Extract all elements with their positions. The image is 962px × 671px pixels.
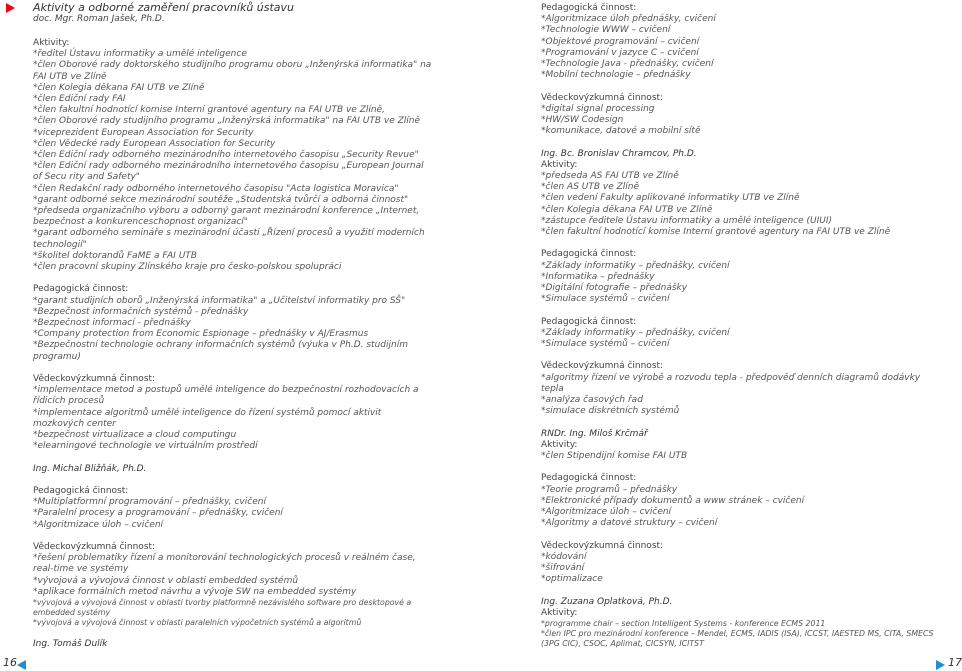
list-item: *člen Stipendijní komise FAI UTB xyxy=(541,451,688,462)
page-number-right: 17 xyxy=(948,656,962,669)
spacer xyxy=(541,462,941,473)
list-item: *člen vedení Fakulty aplikované informatiky UTB ve Zlíně xyxy=(541,193,800,204)
list-item: *Programování v jazyce C – cvičení xyxy=(541,47,699,58)
list-item: *Technologie Java - přednášky, cvičení xyxy=(541,59,714,70)
spacer xyxy=(541,529,941,540)
list-item: *Bezpečnost informací - přednášky xyxy=(33,318,191,329)
list-item: *člen Redakční rady odborného internetového časopisu "Acta logistica Moravica" xyxy=(33,183,399,194)
list-item: *člen Vědecké rady European Association for Security xyxy=(33,138,276,149)
list-item: *člen Ediční rady FAI xyxy=(33,94,126,105)
list-item: *člen Oborové rady doktorského studijního programu oboru „Inženýrská informatika" na FAI UTB ve Zlíně xyxy=(33,60,432,82)
staff-name: Ing. Zuzana Oplatková, Ph.D. xyxy=(541,596,673,607)
list-item: *vývojová a vývojová činnost v oblasti tvorby platformně nezávislého software pro desktopové a embedded systémy xyxy=(33,598,412,618)
list-item: *analýza časových řad xyxy=(541,395,643,406)
previous-page-arrow-icon[interactable] xyxy=(17,660,26,670)
left-column xyxy=(33,38,435,650)
list-item: *Algoritmy a datové struktury – cvičení xyxy=(541,518,718,529)
list-item: *elearningové technologie ve virtuálním prostředí xyxy=(33,441,258,452)
list-item: *Algoritmizace úloh – cvičení xyxy=(33,519,164,530)
list-item: *vývojová a vývojová činnost v oblasti paralelních výpočetních systémů a algoritmů xyxy=(33,618,362,628)
list-item: *garant odborného semináře s mezinárodní účastí „Řízení procesů a využití moderních technologií" xyxy=(33,228,425,250)
section-label: Pedagogická činnost: xyxy=(541,249,637,260)
spacer xyxy=(33,273,435,284)
list-item: *optimalizace xyxy=(541,574,603,585)
list-item: *člen Kolegia děkana FAI UTB ve Zlíně xyxy=(541,204,713,215)
list-item: *člen IPC pro mezinárodní konference – Mendel, ECMS, IADIS (ISA), ICCST, IAESTED MS, CITA, SMECS (3PG CIC), CSOC, Aplimat, CICSYN, ICITST xyxy=(541,629,934,649)
list-item: *člen fakultní hodnotící komise Interní grantové agentury na FAI UTB ve Zlíně, xyxy=(33,105,385,116)
spacer xyxy=(541,238,941,249)
list-item: *komunikace, datové a mobilní sítě xyxy=(541,126,701,137)
list-item: *Bezpečnost informačních systémů - přednášky xyxy=(33,306,249,317)
list-item: *ředitel Ústavu informatiky a umělé inteligence xyxy=(33,49,247,60)
section-label: Vědeckovýzkumná činnost: xyxy=(541,540,664,551)
page-title: Aktivity a odborné zaměření pracovníků ústavu xyxy=(33,1,295,14)
spacer xyxy=(541,137,941,148)
list-item: *Technologie WWW – cvičení xyxy=(541,25,671,36)
list-item: *viceprezident European Association for Security xyxy=(33,127,254,138)
staff-name: Ing. Bc. Bronislav Chramcov, Ph.D. xyxy=(541,148,697,159)
list-item: *řešení problematiky řízení a monitorování technologických procesů v reálném čase, real-time ve systémy xyxy=(33,553,416,575)
spacer xyxy=(33,475,435,486)
staff-name: Ing. Tomáš Dulík xyxy=(33,639,108,650)
list-item: *Informatika – přednášky xyxy=(541,271,655,282)
section-label: Aktivity: xyxy=(33,38,70,48)
list-item: *předseda organizačního výboru a odborný garant mezinárodní konference „Internet, bezpečnost a konkurenceschopnost organizací" xyxy=(33,206,420,228)
list-item: *aplikace formálních metod návrhu a vývoje SW na embedded systémy xyxy=(33,586,357,597)
list-item: *Objektové programování – cvičení xyxy=(541,36,700,47)
spacer xyxy=(33,452,435,463)
spacer xyxy=(541,81,941,92)
list-item: *zástupce ředitele Ústavu informatiky a umělé inteligence (UIUI) xyxy=(541,215,832,226)
list-item: *implementace algoritmů umělé inteligence do řízení systémů pomocí aktivit mozkových center xyxy=(33,407,382,429)
list-item: *Simulace systémů – cvičení xyxy=(541,339,670,350)
section-label: Aktivity: xyxy=(541,607,578,618)
list-item: *algoritmy řízení ve výrobě a rozvodu tepla - předpověď denních diagramů dodávky tepla xyxy=(541,372,921,394)
section-label: Vědeckovýzkumná činnost: xyxy=(33,374,156,385)
section-label: Vědeckovýzkumná činnost: xyxy=(541,361,664,372)
list-item: *Digitální fotografie – přednášky xyxy=(541,283,688,294)
section-label: Vědeckovýzkumná činnost: xyxy=(33,542,156,553)
section-label: Pedagogická činnost: xyxy=(541,3,637,13)
list-item: *implementace metod a postupů umělé inteligence do bezpečnostní rozhodovacích a řídicích procesů xyxy=(33,385,419,407)
red-triangle-marker xyxy=(6,3,15,13)
list-item: *garant odborné sekce mezinárodní soutěže „Studentská tvůrčí a odborná činnost" xyxy=(33,194,409,205)
list-item: *Teorie programů – přednášky xyxy=(541,484,678,495)
list-item: *Základy informatiky – přednášky, cvičení xyxy=(541,260,730,271)
section-label: Pedagogická činnost: xyxy=(541,316,637,327)
staff-name: Ing. Michal Bližňák, Ph.D. xyxy=(33,463,147,474)
section-label: Vědeckovýzkumná činnost: xyxy=(541,92,664,103)
list-item: *Elektronické případy dokumentů a www stránek – cvičení xyxy=(541,495,805,506)
list-item: *vývojová a vývojová činnost v oblasti embedded systémů xyxy=(33,575,299,586)
list-item: *člen Ediční rady odborného mezinárodního internetového časopisu „Security Revue" xyxy=(33,150,419,161)
spacer xyxy=(33,531,435,542)
staff-name: RNDr. Ing. Miloš Krčmář xyxy=(541,428,648,439)
list-item: *simulace diskrétních systémů xyxy=(541,406,680,417)
list-item: *předseda AS FAI UTB ve Zlíně xyxy=(541,171,679,182)
spacer xyxy=(541,417,941,428)
spacer xyxy=(541,585,941,596)
list-item: *člen fakultní hodnotící komise Interní grantové agentury na FAI UTB ve Zlíně xyxy=(541,227,891,238)
list-item: *digital signal processing xyxy=(541,103,655,114)
section-label: Pedagogická činnost: xyxy=(33,486,129,497)
list-item: *Bezpečnostní technologie ochrany informačních systémů (výuka v Ph.D. studijním programu) xyxy=(33,340,408,362)
author-name: doc. Mgr. Roman Jašek, Ph.D. xyxy=(33,14,165,24)
list-item: *Multiplatformní programování – přednášky, cvičení xyxy=(33,497,266,508)
page-header xyxy=(33,2,473,25)
list-item: *člen Oborové rady studijního programu „Inženýrská informatika" na FAI UTB ve Zlíně xyxy=(33,116,421,127)
section-label: Pedagogická činnost: xyxy=(541,473,637,484)
right-column xyxy=(541,3,941,649)
list-item: *člen pracovní skupiny Zlínského kraje pro česko-polskou spolupráci xyxy=(33,262,342,273)
list-item: *kódování xyxy=(541,551,587,562)
list-item: *Simulace systémů – cvičení xyxy=(541,294,670,305)
list-item: *člen AS UTB ve Zlíně xyxy=(541,182,640,193)
section-label: Aktivity: xyxy=(541,159,578,170)
list-item: *Základy informatiky – přednášky, cvičení xyxy=(541,327,730,338)
spacer xyxy=(541,305,941,316)
list-item: *Algoritmizace úloh – cvičení xyxy=(541,507,672,518)
list-item: *bezpečnost virtualizace a cloud computingu xyxy=(33,430,237,441)
list-item: *Algoritmizace úloh přednášky, cvičení xyxy=(541,14,716,25)
next-page-arrow-icon[interactable] xyxy=(936,660,945,670)
list-item: *HW/SW Codesign xyxy=(541,115,624,126)
list-item: *člen Ediční rady odborného mezinárodního internetového časopisu „European Journal of Secu rity and Safety" xyxy=(33,161,424,183)
spacer xyxy=(541,350,941,361)
spacer xyxy=(33,363,435,374)
list-item: *Mobilní technologie – přednášky xyxy=(541,70,691,81)
list-item: *garant studijních oborů „Inženýrská informatika" a „Učitelství informatiky pro SŠ" xyxy=(33,295,406,306)
section-label: Pedagogická činnost: xyxy=(33,284,129,295)
list-item: *člen Kolegia děkana FAI UTB ve Zlíně xyxy=(33,82,205,93)
list-item: *Company protection from Economic Espionage – přednášky v AJ/Erasmus xyxy=(33,329,369,340)
spacer xyxy=(33,628,435,639)
list-item: *Paralelní procesy a programování – přednášky, cvičení xyxy=(33,508,283,519)
list-item: *školitel doktorandů FaME a FAI UTB xyxy=(33,250,197,261)
page-number-left: 16 xyxy=(3,656,17,669)
list-item: *šifrování xyxy=(541,563,585,574)
section-label: Aktivity: xyxy=(541,439,578,450)
list-item: *programme chair – section Intelligent Systems - konference ECMS 2011 xyxy=(541,619,826,629)
